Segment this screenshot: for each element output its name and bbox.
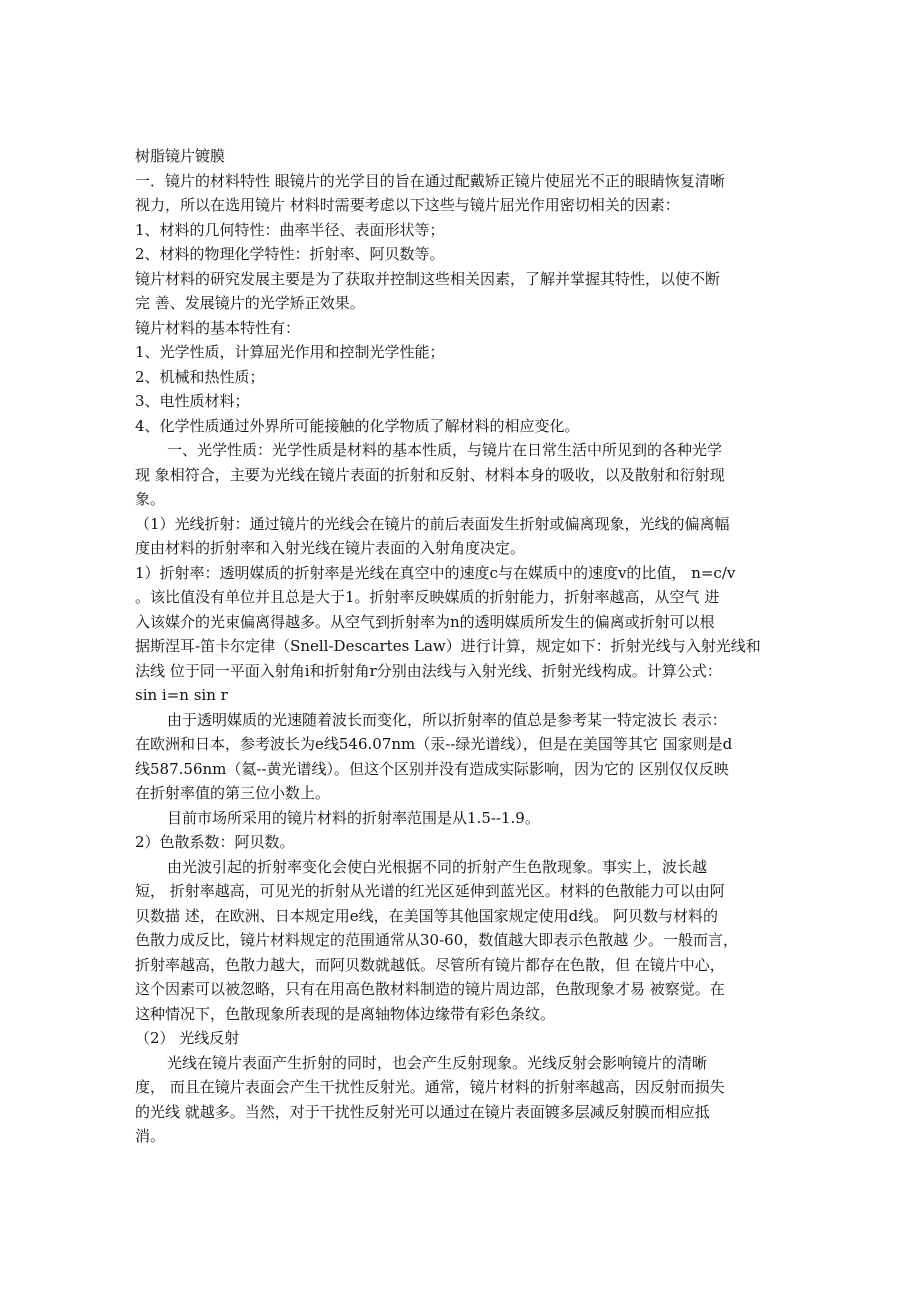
text-line: 法线 位于同一平面入射角i和折射角r分别由法线与入射光线、折射光线构成。计算公式： [135, 661, 722, 680]
text-line: 完 善、发展镜片的光学矫正效果。 [135, 294, 365, 312]
text-line: 度， 而且在镜片表面会产生干扰性反射光。通常，镜片材料的折射率越高，因反射而损失 [135, 1078, 725, 1096]
document-title: 树脂镜片镀膜 [135, 147, 226, 165]
text-line: 折射率越高，色散力越大，而阿贝数就越低。尽管所有镜片都存在色散，但 在镜片中心， [135, 955, 725, 974]
text-line: 这种情况下，色散现象所表现的是离轴物体边缘带有彩色条纹。 [135, 1004, 556, 1023]
text-line: 。该比值没有单位并且总是大于1。折射率反映媒质的折射能力，折射率越高，从空气 进 [135, 588, 720, 606]
document-body [135, 144, 800, 1149]
text-line: 4、化学性质通过外界所可能接触的化学物质了解材料的相应变化。 [135, 416, 580, 435]
text-line: 一．镜片的材料特性 眼镜片的光学目的旨在通过配戴矫正镜片使屈光不正的眼睛恢复清晰 [135, 171, 725, 190]
text-line: 视力，所以在选用镜片 材料时需要考虑以下这些与镜片屈光作用密切相关的因素： [135, 196, 680, 214]
text-line: 贝数描 述，在欧洲、日本规定用e线，在美国等其他国家规定使用d线。 阿贝数与材料的 [135, 906, 719, 925]
text-line: 在折射率值的第三位小数上。 [135, 784, 331, 802]
text-line: 据斯涅耳-笛卡尔定律（Snell-Descartes Law）进行计算，规定如下：折射光线与入射光线和 [135, 637, 761, 655]
text-line: 在欧洲和日本，参考波长为e线546.07nm（汞--绿光谱线），但是在美国等其它 国家则是d [135, 735, 733, 753]
text-line: 目前市场所采用的镜片材料的折射率范围是从1.5--1.9。 [167, 808, 540, 827]
text-line: 光线在镜片表面产生折射的同时，也会产生反射现象。光线反射会影响镜片的清晰 [167, 1053, 708, 1072]
text-line: 1、材料的几何特性：曲率半径、表面形状等； [135, 220, 445, 239]
text-line: 现 象相符合，主要为光线在镜片表面的折射和反射、材料本身的吸收，以及散射和衍射现 [135, 465, 725, 484]
text-line: 线587.56nm（氦--黄光谱线）。但这个区别并没有造成实际影响，因为它的 区别仅仅反映 [135, 759, 729, 778]
text-line: 1、光学性质，计算屈光作用和控制光学性能； [135, 343, 445, 361]
text-line: 2）色散系数：阿贝数。 [135, 833, 295, 851]
text-line: 色散力成反比，镜片材料规定的范围通常从30-60，数值越大即表示色散越 少。一般而言， [135, 931, 739, 949]
text-line: 象。 [135, 490, 166, 508]
text-line: sin i=n sin r [135, 686, 228, 704]
text-line: 3、电性质材料； [135, 392, 250, 410]
text-line: 2、机械和热性质； [135, 367, 265, 386]
text-line: 这个因素可以被忽略，只有在用高色散材料制造的镜片周边部，色散现象才易 被察觉。在 [135, 980, 725, 998]
text-line: 1）折射率：透明媒质的折射率是光线在真空中的速度c与在媒质中的速度v的比值， n=c/v [135, 563, 736, 582]
text-line: 一、光学性质：光学性质是材料的基本性质，与镜片在日常生活中所见到的各种光学 [167, 441, 723, 459]
text-line: 度由材料的折射率和入射光线在镜片表面的入射角度决定。 [135, 539, 526, 557]
text-line: 由光波引起的折射率变化会使白光根据不同的折射产生色散现象。事实上，波长越 [167, 857, 708, 876]
text-line: （1）光线折射：通过镜片的光线会在镜片的前后表面发生折射或偏离现象，光线的偏离幅 [135, 514, 730, 533]
text-line: 镜片材料的研究发展主要是为了获取并控制这些相关因素，了解并掌握其特性，以使不断 [135, 269, 721, 288]
text-line: 入该媒介的光束偏离得越多。从空气到折射率为n的透明媒质所发生的偏离或折射可以根 [135, 612, 715, 631]
text-line: 镜片材料的基本特性有： [135, 318, 301, 337]
text-line: （2） 光线反射 [135, 1029, 240, 1047]
text-line: 由于透明媒质的光速随着波长而变化，所以折射率的值总是参考某一特定波长 表示： [167, 710, 727, 729]
text-line: 消。 [135, 1127, 166, 1145]
text-line: 2、材料的物理化学特性：折射率、阿贝数等。 [135, 245, 445, 263]
text-line: 短， 折射率越高，可见光的折射从光谱的红光区延伸到蓝光区。材料的色散能力可以由阿 [135, 882, 725, 900]
text-line: 的光线 就越多。当然，对于干扰性反射光可以通过在镜片表面镀多层减反射膜而相应抵 [135, 1102, 710, 1121]
